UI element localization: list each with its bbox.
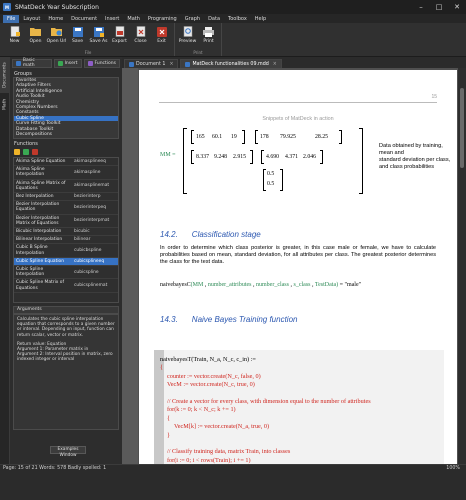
table-row[interactable]: Cubic Spline Interpolation cubicspline [14,266,118,279]
document-scrollbar[interactable] [458,68,466,464]
group-item[interactable]: Curve Fitting Toolkit [16,121,61,127]
matrix-right-bracket [359,128,363,194]
sub-bracket [191,130,194,144]
functions-heading: Functions [14,141,38,147]
table-row[interactable]: Akima Spline Matrix of Equations akimasplinemat [14,180,118,193]
ribbon-group-file [2,23,175,56]
app-logo-icon: M [3,3,11,11]
save-as-icon [93,26,104,37]
exit-button[interactable]: Exit [151,23,172,50]
ribbon-group-file-label: File [84,50,92,55]
group-item[interactable]: Artificial Intelligence [16,88,63,94]
menu-graph[interactable]: Graph [184,15,201,22]
matrix-cell: 28.25 [315,134,329,140]
tab-document-1[interactable]: Document 1 × [124,59,178,68]
table-row[interactable]: Bezier Interpolation Equation bezierinterpeq [14,201,118,214]
matrix-cell: 4.690 [266,154,280,160]
table-row[interactable]: Bilinear Interpolation bilinear [14,236,118,244]
code-line: VecM[k] := vector.create(N_a, true, 0) [174,423,270,431]
sub-bracket [339,130,342,144]
menu-insert[interactable]: Insert [105,15,120,22]
tab-basic-math[interactable]: Basic math [12,59,52,68]
open-url-button[interactable]: Open Url [46,23,67,50]
table-row[interactable]: Akima Spline Equation akimasplineeq [14,158,118,166]
remove-icon[interactable] [32,149,38,155]
export-icon [114,26,125,37]
close-window-button[interactable]: ✕ [454,3,460,11]
sub-bracket [320,150,323,164]
table-row[interactable]: Cubic B Spline Interpolation cubicbspline [14,244,118,257]
group-item[interactable]: Audio Toolkit [16,94,45,100]
document-page[interactable] [139,70,457,490]
document-icon [129,62,134,67]
export-button[interactable]: Export [109,23,130,50]
matrix-cell: 178 [260,134,269,140]
tab-insert[interactable]: Insert [54,59,82,68]
ribbon-group-print-label: Print [193,50,203,55]
code-line: for(i := 0; i < rows(Train); i += 1) [167,456,251,464]
functions-toolbar [10,147,122,157]
matrix-cell: 60.1 [212,134,223,140]
code-line: { [160,364,163,372]
document-tab-bar [122,57,466,68]
side-tab-math[interactable]: Math [2,98,8,110]
page-header-text: Snippets of MatDeck in action [262,116,334,122]
group-item[interactable]: Chemistry [16,99,40,105]
header-divider [159,102,437,103]
matrix-label: MM = [160,152,176,158]
table-row[interactable]: Bezier Interpolation Matrix of Equations bezierinterpmat [14,215,118,228]
side-tab-documents[interactable]: Documents [0,57,10,93]
table-row[interactable]: Bez Interpolation bezierinterp [14,193,118,201]
group-item[interactable]: Complex Numbers [16,104,58,110]
sub-bracket [250,150,253,164]
arguments-heading: Arguments [13,306,119,314]
scrollbar-thumb[interactable] [460,88,464,168]
matrix-cell: 9.248 [214,154,228,160]
basic-math-icon [16,61,21,66]
folder-open-icon [30,26,41,37]
sub-bracket [280,169,283,191]
group-item[interactable]: Favorites [16,78,37,83]
groups-list[interactable] [13,77,119,139]
code-line: naivebayesT(Train, N_a, N_c, c_in) := [160,356,256,363]
matrix-cell: 2.915 [233,154,247,160]
group-item[interactable]: Adaptive Filters [16,83,51,89]
status-bar [0,464,466,500]
group-item[interactable]: Constants [16,110,39,116]
print-preview-icon [182,26,193,37]
maximize-button[interactable]: □ [435,3,443,11]
section-heading-training: 14.3. Naive Bayes Training function [160,315,298,324]
code-line: // Classify training data, matrix Train, into classes [167,448,291,456]
body-paragraph: In order to determine which class posterior is greater, in this case male or female, we have to calculate probabilities based on mean, standard deviation, for all attributes per class. The greatest posterior determines the class for the test data. [160,245,436,265]
sub-bracket [191,150,194,164]
save-button[interactable]: Save [67,23,88,50]
code-line: counter := vector.create(N_c, false, 0) [167,372,261,380]
status-text: Page: 15 of 21 Words: 578 Badly spelled: 1 [3,466,107,471]
section-heading-classification: 14.2. Classification stage [160,230,261,239]
close-document-icon [135,26,146,37]
table-row[interactable]: Bicubic Interpolation bicubic [14,228,118,236]
sub-bracket [242,130,245,144]
functions-table [13,157,119,303]
printer-icon [203,26,214,37]
ribbon-group-print [175,23,222,56]
arguments-description: Calculates the cubic spline interpolation equation that corresponds to a given number or interval. Depending on input, function can return scalar, vector or matrix. Return value: Equation Argument 1: Parameter matrix in Argument 2: Interval position in matrix, zero indexed integer or interval [13,314,119,430]
menu-document[interactable]: Document [71,15,98,22]
add-icon[interactable] [23,149,29,155]
menu-file[interactable]: File [3,15,19,23]
folder-url-icon [51,26,62,37]
open-button[interactable]: Open [25,23,46,50]
group-item-selected[interactable]: Cubic Spline [14,116,118,121]
tab-functions[interactable]: Functions [84,59,121,68]
naivebayes-call: naivebayesC(MM , number_attributes , number_class , s_class , TestData) = "male" [160,282,362,288]
print-button[interactable]: Print [198,23,219,50]
code-line: VecM := vector.create(N_c, true, 0) [167,381,255,389]
matrix-cell: 79.925 [280,134,296,140]
exit-icon [156,26,167,37]
code-line: } [167,431,170,439]
table-row-selected[interactable]: Cubic Spline Equation cubicsplineeq [14,258,118,266]
minimize-button[interactable]: – [419,3,423,11]
sub-bracket [263,169,266,191]
title-bar [0,0,466,14]
insert-icon [58,61,63,66]
save-as-button[interactable]: Save As [88,23,109,50]
menu-math[interactable]: Math [127,15,140,22]
menu-help[interactable]: Help [254,15,267,22]
matrix-cell: 19 [231,134,237,140]
sub-bracket [255,130,258,144]
table-row[interactable]: Akima Spline Interpolation akimaspline [14,166,118,179]
group-item[interactable]: Database Toolkit [16,126,54,132]
preview-button[interactable]: Preview [177,23,198,50]
new-button[interactable]: New [4,23,25,50]
menu-bar [0,14,466,23]
matrix-cell: 0.5 [267,171,275,177]
new-document-icon [9,26,20,37]
functions-icon [88,61,93,66]
sub-bracket [261,150,264,164]
menu-programing[interactable]: Programing [147,15,177,22]
close-tab-icon[interactable]: × [169,61,174,67]
left-side-tab-strip [0,57,10,464]
close-tab-icon[interactable]: × [272,61,277,67]
code-line: // Create a vector for every class, with dimension equal to the number of attributes [167,398,371,405]
matrix-cell: 8.337 [196,154,210,160]
examples-window-button[interactable]: Examples Window [50,446,86,454]
menu-data[interactable]: Data [208,15,221,22]
close-document-button[interactable]: Close [130,23,151,50]
table-row[interactable]: Cubic Spline Matrix of Equations cubicsplinemat [14,279,118,292]
matrix-cell: 0.5 [267,181,275,187]
page-number: 15 [431,94,437,100]
matrix-cell: 4.371 [285,154,299,160]
document-canvas[interactable] [122,68,458,464]
floppy-disk-icon [72,26,83,37]
star-favorite-icon[interactable] [14,149,20,155]
menu-layout[interactable]: Layout [23,15,41,22]
matrix-left-bracket [183,128,187,194]
window-title: SMatDeck Year Subscription [15,3,99,11]
vertical-ruler [122,68,138,464]
functions-panel [10,57,122,464]
menu-toolbox[interactable]: Toolbox [228,15,247,22]
code-line: { [167,414,170,422]
matrix-description: Data obtained by training, mean and standard deviation per class, and class probabilities [379,143,451,170]
tab-matdeck-functionalities[interactable]: MatDeck functionalities 09.mdd × [180,59,281,68]
code-line: for(k := 0; k < N_c; k += 1) [167,406,236,414]
zoom-level[interactable]: 100% [446,466,460,471]
group-item[interactable]: Decompositions [16,131,53,137]
panel-tabs [10,57,122,69]
matrix-cell: 165 [196,134,205,140]
ribbon-toolbar [0,23,466,57]
groups-heading: Groups [14,71,32,77]
menu-home[interactable]: Home [48,15,64,22]
matrix-cell: 2.046 [303,154,317,160]
document-icon [185,62,190,67]
